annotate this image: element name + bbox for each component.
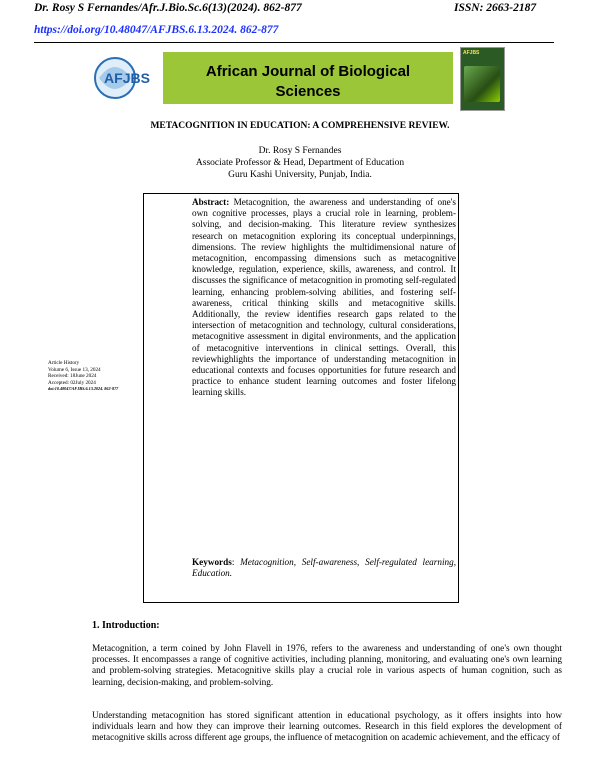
- journal-cover-thumbnail: [460, 47, 505, 111]
- introduction-heading: 1. Introduction:: [92, 620, 160, 631]
- journal-name-line2: Sciences: [275, 83, 341, 100]
- abstract-text: Metacognition, the awareness and understanding of one's own cognitive processes, plays a crucial role in learning, problem-solving, and decision-making. This literature review synthesizes research on metacognition exploring its conceptual underpinnings, dimensions. The review highlights the multidimensional nature of metacognition, encompassing dimensions such as metacognitive knowledge, regulation, experience, skills, awareness, and control. It discusses the significance of metacognition in promoting self-regulated learning, enhancing problem-solving abilities, and fostering self-awareness, critical thinking skills and metacognitive skills. Additionally, the review identifies research gaps related to the intersection of metacognition and technology, cultural considerations, metacognitive assessment in digital environments, and the application of metacognitive interventions in clinical settings. Overall, this reviewhighlights the importance of understanding metacognition in educational contexts and focuses opportunities for future research and practice to enhance student learning outcomes and foster lifelong learning skills.: [192, 197, 456, 398]
- history-title: Article History: [48, 360, 80, 366]
- paper-title: METACOGNITION IN EDUCATION: A COMPREHENSIVE REVIEW.: [150, 121, 450, 131]
- cover-image: [464, 66, 500, 102]
- keywords-text: Metacognition, Self-awareness, Self-regulated learning, Education.: [192, 557, 456, 579]
- author-name: Dr. Rosy S Fernandes: [258, 146, 342, 156]
- header-citation: Dr. Rosy S Fernandes/Afr.J.Bio.Sc.6(13)(2024). 862-877: [34, 2, 302, 14]
- doi-link[interactable]: https://doi.org/10.48047/AFJBS.6.13.2024. 862-877: [34, 24, 279, 36]
- cover-text: AFJBS: [463, 50, 480, 56]
- journal-name-line1: African Journal of Biological: [205, 63, 411, 80]
- history-accepted: Accepted: 02July 2024: [48, 379, 96, 386]
- abstract: [192, 197, 456, 399]
- header-issn: ISSN: 2663-2187: [454, 2, 537, 14]
- keywords: Keywords: Metacognition, Self-awareness, Self-regulated learning, Education.: [192, 557, 456, 579]
- logo-text: AFJBS: [104, 70, 150, 86]
- history-volume: Volume 6, Issue 13, 2024: [48, 366, 101, 373]
- introduction-paragraph-2: Understanding metacognition has stored significant attention in educational psychology, as it offers insights into how individuals learn and how they can improve their learning outcomes. Research in this field explores the development of metacognitive skills across different age groups, the influence of metacognition on academic achievement, and the efficacy of: [92, 711, 562, 744]
- introduction-paragraph-1: Metacognition, a term coined by John Flavell in 1976, refers to the awareness and understanding of one's own thought processes. It encompasses a range of cognitive activities, including planning, monitoring, and evaluating one's own learning and problem-solving strategies. Metacognitive skills play a crucial role in various aspects of human cognition, such as learning, decision-making, and problem-solving.: [92, 644, 562, 688]
- header-rule: [34, 42, 554, 43]
- history-doi: doi:10.48047/AFJBS.6.13.2024. 862-877: [48, 386, 119, 391]
- journal-logo: [93, 52, 161, 104]
- history-received: Received: 18June 2024: [48, 373, 97, 379]
- journal-banner: [163, 52, 453, 104]
- article-history: [48, 360, 118, 393]
- keywords-label: Keywords: [192, 557, 232, 567]
- author-affiliation-1: Associate Professor & Head, Department of Education: [195, 158, 405, 168]
- author-affiliation-2: Guru Kashi University, Punjab, India.: [228, 170, 372, 180]
- abstract-label: Abstract:: [192, 197, 230, 207]
